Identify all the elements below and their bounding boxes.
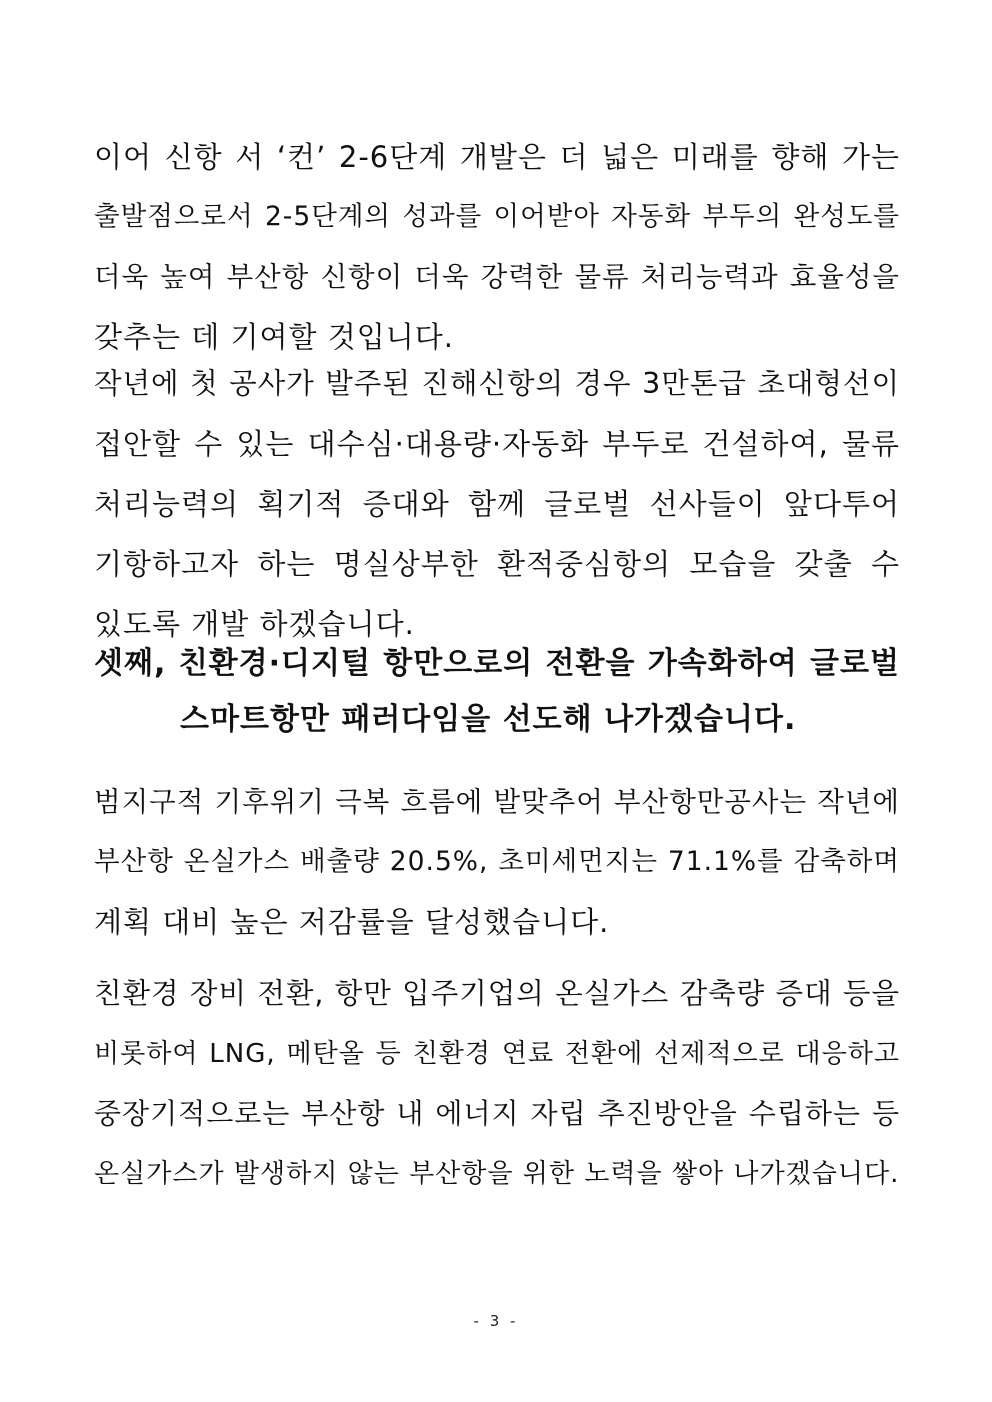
paragraph-line: 더욱 높여 부산항 신항이 더욱 강력한 물류 처리능력과 효율성을 bbox=[94, 261, 900, 293]
paragraph-line: 온실가스가 발생하지 않는 부산항을 위한 노력을 쌓아 나가겠습니다. bbox=[94, 1159, 900, 1189]
paragraph-line: 친환경 장비 전환, 항만 입주기업의 온실가스 감축량 증대 등을 bbox=[94, 977, 900, 1010]
paragraph-line: 계획 대비 높은 저감률을 달성했습니다. bbox=[94, 905, 610, 939]
paragraph-sinhang-west-phase-2-6 bbox=[94, 127, 900, 367]
paragraph-line: 비롯하여 LNG, 메탄올 등 친환경 연료 전환에 선제적으로 대응하고 bbox=[94, 1039, 900, 1069]
paragraph-line: 이어 신항 서 ‘컨’ 2-6단계 개발은 더 넓은 미래를 향해 가는 bbox=[94, 140, 900, 174]
section-heading-third bbox=[94, 636, 900, 748]
paragraph-line: 처리능력의 획기적 증대와 함께 글로벌 선사들이 앞다투어 bbox=[94, 487, 900, 521]
paragraph-eco-friendly-transition bbox=[94, 964, 900, 1204]
page-number: - 3 - bbox=[473, 1312, 519, 1330]
paragraph-line: 기항하고자 하는 명실상부한 환적중심항의 모습을 갖출 수 bbox=[94, 547, 900, 581]
paragraph-line: 작년에 첫 공사가 발주된 진해신항의 경우 3만톤급 초대형선이 bbox=[94, 367, 900, 400]
paragraph-line: 접안할 수 있는 대수심·대용량·자동화 부두로 건설하여, 물류 bbox=[94, 427, 900, 461]
heading-line: 셋째, 친환경·디지털 항만으로의 전환을 가속화하여 글로벌 bbox=[94, 646, 900, 681]
paragraph-jinhae-new-port bbox=[94, 354, 900, 654]
paragraph-line: 중장기적으로는 부산항 내 에너지 자립 추진방안을 수립하는 등 bbox=[94, 1097, 900, 1130]
paragraph-line: 출발점으로서 2-5단계의 성과를 이어받아 자동화 부두의 완성도를 bbox=[94, 201, 900, 232]
paragraph-line: 부산항 온실가스 배출량 20.5%, 초미세먼지는 71.1%를 감축하며 bbox=[94, 846, 900, 877]
paragraph-line: 있도록 개발 하겠습니다. bbox=[94, 607, 415, 641]
paragraph-emission-reduction bbox=[94, 772, 900, 952]
paragraph-line: 갖추는 데 기여할 것입니다. bbox=[94, 320, 455, 354]
heading-line: 스마트항만 패러다임을 선도해 나가겠습니다. bbox=[180, 702, 797, 737]
paragraph-line: 범지구적 기후위기 극복 흐름에 발맞추어 부산항만공사는 작년에 bbox=[94, 786, 900, 818]
